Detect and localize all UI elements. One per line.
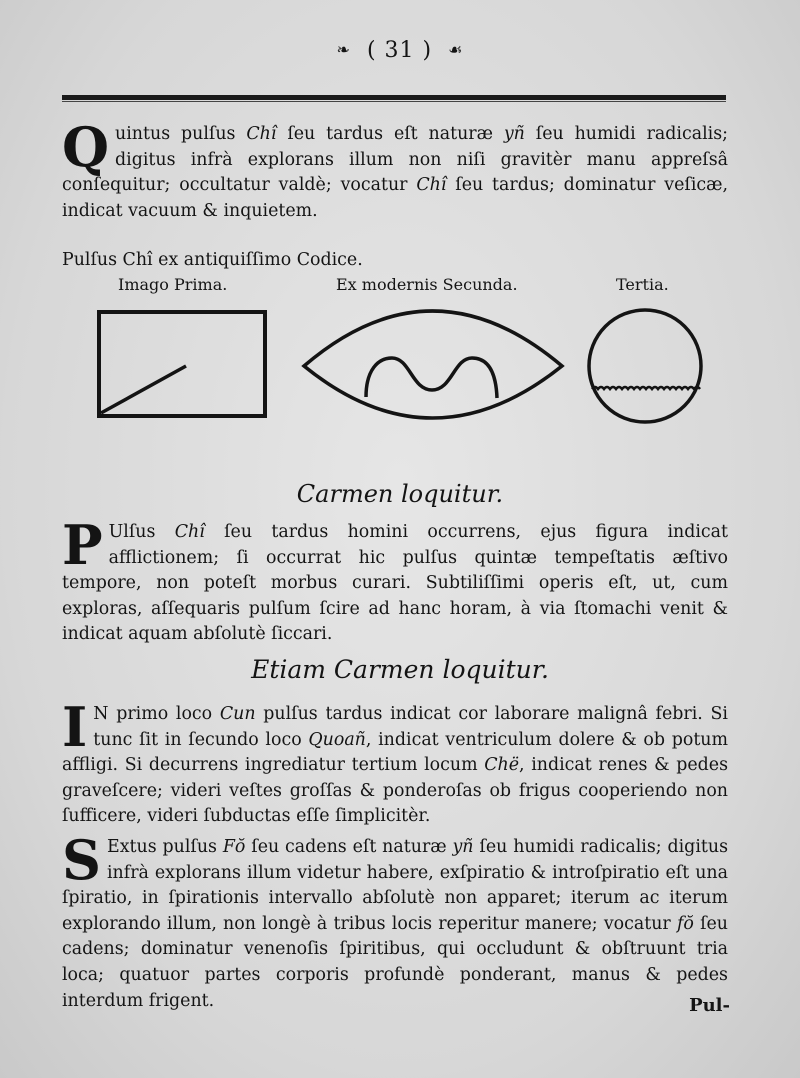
- italic-term: Chî: [416, 175, 447, 196]
- text-run: ſeu tardus homini occurrens, ejus figura indicat afflictionem; ſi occurrat hic pulſus quintæ tempeſtatis æſtivo tempore, non poteſt morbus curari. Subtiliſſimi operis eſt, ut, cum exploras, aſſequaris pulſum ſcire ad hanc horam, à via ſtomachi venit & indicat aquam abſolutè ſiccari.: [62, 522, 728, 645]
- rectangle-diagonal: [101, 366, 186, 413]
- text-run: ſeu humidi radicalis; digitus infrà explorans illum videtur habere, exſpiratio & introſpiratio eſt una ſpiratio, in ſpirationis intervallo abſolutè non apparet; iterum ac iterum explorando illum, non longè à tribus locis reperitur manere; vocatur: [62, 837, 728, 934]
- label-imago-prima: Imago Prima.: [118, 275, 228, 294]
- text-run: , indicat ventriculum dolere & ob potum affligi. Si decurrens ingrediatur tertium locum: [62, 729, 728, 776]
- text-run: ſeu humidi radicalis; digitus infrà explorans illum non niſi gravitèr manu appreſsâ conſequitur; occultatur valdè; vocatur: [62, 124, 728, 196]
- italic-term: yñ: [503, 124, 525, 144]
- drop-cap: I: [62, 695, 88, 759]
- eye-outline: [304, 311, 562, 418]
- italic-term: Fŏ: [222, 837, 246, 857]
- label-tertia: Tertia.: [616, 275, 669, 294]
- paragraph-pulsus: [62, 513, 728, 648]
- page-number: ( 31 ): [366, 38, 433, 63]
- italic-term: Chî: [174, 522, 205, 542]
- text-run: ſeu tardus eſt naturæ: [276, 124, 504, 144]
- drop-cap: P: [62, 513, 103, 577]
- ornament-left-icon: ❧: [336, 40, 351, 59]
- text-run: Ulſus: [108, 522, 175, 542]
- italic-term: Chë: [484, 755, 520, 776]
- text-run: ſeu tardus; dominatur veſicæ, indicat vacuum & inquietem.: [62, 175, 728, 221]
- text-run: uintus pulſus: [115, 124, 247, 144]
- eye-wave: [366, 358, 497, 398]
- heading-etiam-carmen: Etiam Carmen loquitur.: [251, 655, 549, 684]
- figure-eye-shape: [304, 311, 562, 418]
- ornament-right-icon: ☙: [448, 40, 464, 59]
- catchword: Pul-: [689, 995, 730, 1016]
- figure-rectangle: [99, 312, 265, 416]
- drop-cap: Q: [62, 115, 110, 179]
- italic-term: fŏ: [676, 913, 694, 934]
- italic-term: yñ: [452, 837, 474, 857]
- drop-cap: S: [62, 828, 101, 892]
- italic-term: Cun: [219, 704, 256, 724]
- heading-carmen: Carmen loquitur.: [296, 480, 504, 508]
- circle-wavy-line: [592, 387, 700, 389]
- circle-outline: [589, 310, 701, 422]
- paragraph-sextus: [62, 828, 728, 1014]
- label-secunda: Ex modernis Secunda.: [336, 275, 518, 294]
- text-run: ſeu cadens; dominatur venenoſis ſpiritibus, qui occludunt & obſtruunt tria loca; quatuor partes corporis profundè ponderant, manus & pedes interdum frigent.: [62, 913, 728, 1011]
- italic-term: Quoañ: [308, 729, 366, 750]
- text-run: Extus pulſus: [107, 837, 223, 857]
- text-run: ſeu cadens eſt naturæ: [245, 837, 453, 857]
- figure-circle: [589, 310, 701, 422]
- text-run: , indicat renes & pedes graveſcere; videri veſtes groſſas & ponderoſas ob frigus cooperiendo non ſufficere, videri ſubductas eſſe ſimplicitèr.: [62, 755, 729, 827]
- italic-term: Chî: [246, 124, 277, 144]
- text-run: N primo loco: [93, 704, 220, 724]
- figure-caption: Pulſus Chî ex antiquiſſimo Codice.: [62, 250, 363, 270]
- paragraph-in-primo: [62, 695, 729, 830]
- text-run: pulſus tardus indicat cor laborare malignâ febri. Si tunc ſit in ſecundo loco: [93, 704, 728, 750]
